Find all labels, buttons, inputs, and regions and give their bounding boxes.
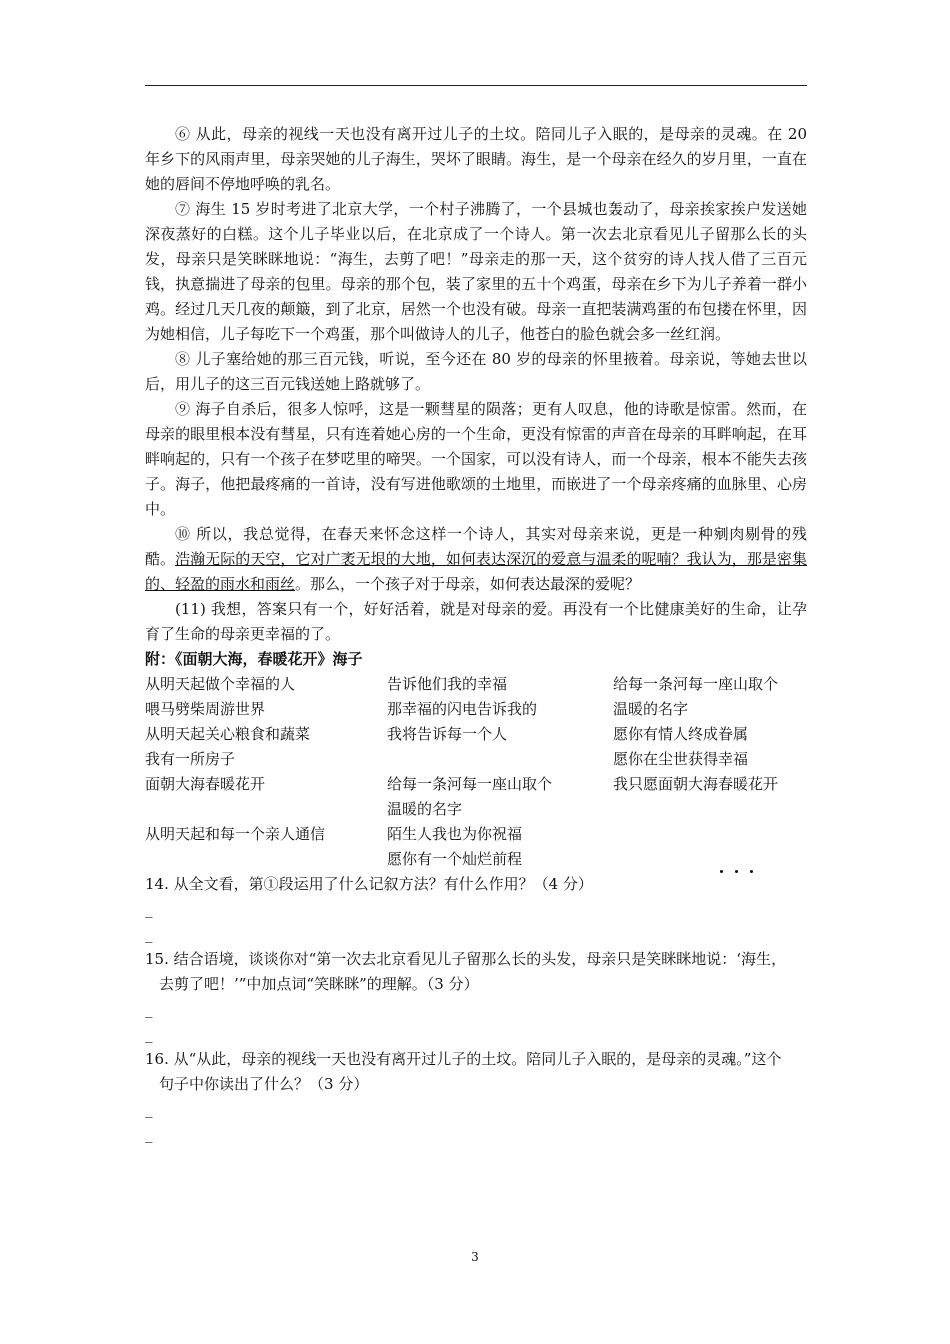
answer-line: _ <box>145 925 153 943</box>
poem-line: 面朝大海春暖花开 <box>145 775 266 793</box>
poem-line: 温暖的名字 <box>613 700 689 718</box>
page-number: 3 <box>471 1250 479 1264</box>
appendix-title: 附：《面朝大海，春暖花开》海子 <box>145 650 363 668</box>
question-15: 15. 结合语境，谈谈你对“第一次去北京看见儿子留那么长的头发，母亲只是笑眯眯地说：‘海生， <box>145 950 787 968</box>
paragraph-11: (11) 我想，答案只有一个，好好活着，就是对母亲的爱。再没有一个比健康美好的生命，让孕育了生命的母亲更幸福的了。 <box>145 600 807 643</box>
paragraph-6: ⑥ 从此，母亲的视线一天也没有离开过儿子的土坟。陪同儿子入眠的，是母亲的灵魂。在 20 年乡下的风雨声里，母亲哭她的儿子海生，哭坏了眼睛。海生，是一个母亲在经久的岁月里，一直在她的唇间不停地呼唤的乳名。 <box>145 125 807 193</box>
poem-line: 温暖的名字 <box>387 800 463 818</box>
poem-line <box>387 747 613 772</box>
poem-line <box>613 847 807 872</box>
poem-line: 我将告诉每一个人 <box>387 725 508 743</box>
poem-line: 愿你有一个灿烂前程 <box>387 850 523 868</box>
question-16-continued: 句子中你读出了什么？（3 分） <box>159 1075 369 1093</box>
emphasis-dot <box>750 870 753 873</box>
poem-line: 从明天起关心粮食和蔬菜 <box>145 725 311 743</box>
paragraph-8: ⑧ 儿子塞给她的那三百元钱，听说，至今还在 80 岁的母亲的怀里掖着。母亲说，等她去世以后，用儿子的这三百元钱送她上路就够了。 <box>145 350 807 393</box>
poem-line: 我只愿面朝大海春暖花开 <box>613 775 779 793</box>
answer-line: _ <box>145 1025 153 1043</box>
poem-line: 我有一所房子 <box>145 750 236 768</box>
question-15-continued: 去剪了吧！’”中加点词“笑眯眯”的理解。（3 分） <box>159 975 479 993</box>
poem-line <box>613 797 807 822</box>
poem-line <box>145 797 387 822</box>
emphasis-dot <box>735 870 738 873</box>
poem-line: 那幸福的闪电告诉我的 <box>387 700 538 718</box>
paragraph-10 <box>145 522 807 597</box>
emphasis-dot <box>720 870 723 873</box>
poem-line: 从明天起做个幸福的人 <box>145 675 296 693</box>
question-14: 14. 从全文看，第①段运用了什么记叙方法？有什么作用？（4 分） <box>145 875 593 893</box>
paragraph-10-underlined: 浩瀚无际的天空，它对广袤无垠的大地，如何表达深沉的爱意与温柔的呢喃？我认为，那是密集的、轻盈的雨水和雨丝 <box>145 550 807 593</box>
answer-line: _ <box>145 1100 153 1118</box>
poem-line: 喂马劈柴周游世界 <box>145 700 266 718</box>
paragraph-10-tail: 。那么，一个孩子对于母亲，如何表达最深的爱呢？ <box>295 575 641 593</box>
poem-line: 愿你在尘世获得幸福 <box>613 750 749 768</box>
poem-line: 告诉他们我的幸福 <box>387 675 508 693</box>
question-16: 16. 从“从此，母亲的视线一天也没有离开过儿子的土坟。陪同儿子入眠的，是母亲的灵魂。”这个 <box>145 1050 782 1068</box>
poem-line: 给每一条河每一座山取个 <box>613 675 779 693</box>
paragraph-10-lead: ⑩ 所以，我总觉得，在春天来怀念这样一个诗人，其实对母亲来说，更是一种剜肉剔骨的残酷。 <box>145 525 807 568</box>
answer-line: _ <box>145 1125 153 1143</box>
poem-line: 陌生人我也为你祝福 <box>387 825 523 843</box>
poem-line: 从明天起和每一个亲人通信 <box>145 825 326 843</box>
poem-line: 给每一条河每一座山取个 <box>387 775 553 793</box>
answer-line: _ <box>145 1000 153 1018</box>
poem-line: 愿你有情人终成眷属 <box>613 725 749 743</box>
answer-line: _ <box>145 900 153 918</box>
emphasis-dots <box>718 870 768 874</box>
page-content <box>145 122 807 1147</box>
poem-line <box>613 822 807 847</box>
poem-grid <box>145 672 807 872</box>
paragraph-9: ⑨ 海子自杀后，很多人惊呼，这是一颗彗星的陨落；更有人叹息，他的诗歌是惊雷。然而，在母亲的眼里根本没有彗星，只有连着她心房的一个生命，更没有惊雷的声音在母亲的耳畔响起，在耳畔响起的，只有一个孩子在梦呓里的啼哭。一个国家，可以没有诗人，而一个母亲，根本不能失去孩子。海子，他把最疼痛的一首诗，没有写进他歌颂的土地里，而嵌进了一个母亲疼痛的血脉里、心房中。 <box>145 400 807 518</box>
paragraph-7: ⑦ 海生 15 岁时考进了北京大学，一个村子沸腾了，一个县城也轰动了，母亲挨家挨户发送她深夜蒸好的白糕。这个儿子毕业以后，在北京成了一个诗人。第一次去北京看见儿子留那么长的头发，母亲只是笑眯眯地说：“海生，去剪了吧！”母亲走的那一天，这个贫穷的诗人找人借了三百元钱，执意揣进了母亲的包里。母亲的那个包，装了家里的五十个鸡蛋，母亲在乡下为儿子养着一群小鸡。经过几天几夜的颠簸，到了北京，居然一个也没有破。母亲一直把装满鸡蛋的布包搂在怀里，因为她相信，儿子每吃下一个鸡蛋，那个叫做诗人的儿子，他苍白的脸色就会多一丝红润。 <box>145 200 807 343</box>
header-rule <box>145 85 807 86</box>
poem-line <box>145 847 387 872</box>
